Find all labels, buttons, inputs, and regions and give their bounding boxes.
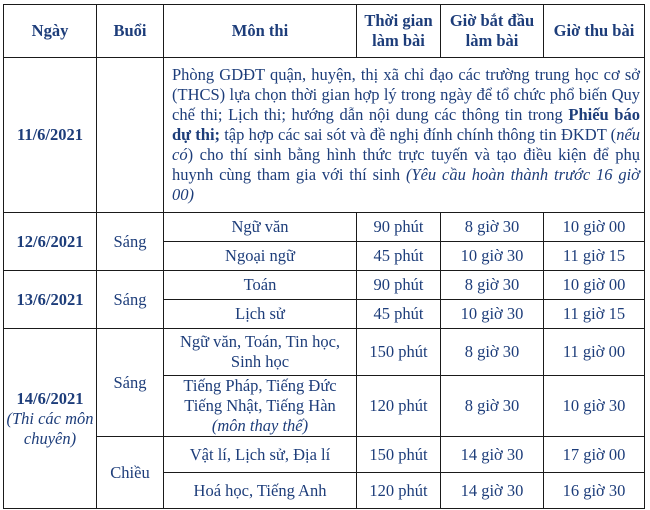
instruction-text: tập hợp các sai sót và đề nghị đính chính thông tin ĐKDT (: [220, 124, 617, 144]
session-cell: Sáng: [97, 329, 164, 437]
start-cell: 8 giờ 30: [441, 376, 544, 437]
table-row: [4, 437, 645, 473]
table-row: [4, 329, 645, 376]
header-start: Giờ bắt đầu làm bài: [441, 5, 544, 58]
header-session: Buổi: [97, 5, 164, 58]
end-cell: 10 giờ 00: [544, 271, 645, 300]
header-row: [4, 5, 645, 58]
subject-note: (môn thay thế): [211, 416, 309, 435]
date-text: 14/6/2021: [16, 388, 84, 408]
start-cell: 8 giờ 30: [441, 271, 544, 300]
subject-cell: Toán: [164, 271, 357, 300]
subject-cell: Ngoại ngữ: [164, 242, 357, 271]
end-cell: 10 giờ 30: [544, 376, 645, 437]
subject-cell: Hoá học, Tiếng Anh: [164, 473, 357, 509]
session-cell: Sáng: [97, 271, 164, 329]
start-cell: 10 giờ 30: [441, 242, 544, 271]
instruction-deadline: (Yêu cầu hoàn thành trước 16 giờ 00): [172, 164, 640, 204]
duration-cell: 45 phút: [357, 242, 441, 271]
table-row: [4, 271, 645, 300]
duration-cell: 120 phút: [357, 473, 441, 509]
duration-cell: 45 phút: [357, 300, 441, 329]
duration-cell: 150 phút: [357, 437, 441, 473]
instruction-bold: Phiếu báo dự thi;: [172, 104, 640, 144]
end-cell: 11 giờ 15: [544, 242, 645, 271]
header-subject: Môn thi: [164, 5, 357, 58]
instruction-cell: [164, 58, 645, 213]
date-cell: 12/6/2021: [4, 213, 97, 271]
instruction-text: ) cho thí sinh bằng hình thức trực tuyến và tạo điều kiện để phụ huynh cùng tham gia với thí sinh: [172, 144, 640, 184]
table-row: [4, 213, 645, 242]
subject-cell: Vật lí, Lịch sử, Địa lí: [164, 437, 357, 473]
duration-cell: 90 phút: [357, 271, 441, 300]
start-cell: 8 giờ 30: [441, 329, 544, 376]
start-cell: 8 giờ 30: [441, 213, 544, 242]
start-cell: 14 giờ 30: [441, 437, 544, 473]
end-cell: 11 giờ 15: [544, 300, 645, 329]
start-cell: 14 giờ 30: [441, 473, 544, 509]
end-cell: 16 giờ 30: [544, 473, 645, 509]
subject-cell: [164, 376, 357, 437]
end-cell: 10 giờ 00: [544, 213, 645, 242]
end-cell: 11 giờ 00: [544, 329, 645, 376]
subject-cell: Ngữ văn: [164, 213, 357, 242]
end-cell: 17 giờ 00: [544, 437, 645, 473]
header-duration: Thời gian làm bài: [357, 5, 441, 58]
date-cell: 13/6/2021: [4, 271, 97, 329]
session-cell: Chiều: [97, 437, 164, 509]
header-date: Ngày: [4, 5, 97, 58]
instruction-italic: nếu có: [172, 124, 641, 164]
date-cell: 11/6/2021: [4, 58, 97, 213]
instruction-text: Phòng GDĐT quận, huyện, thị xã chỉ đạo các trường trung học cơ sở (THCS) lựa chọn thời gian hợp lý trong ngày để tổ chức phổ biến Quy chế thi; Lịch thi; hướng dẫn nội dung các thông tin trong: [172, 64, 640, 124]
header-end: Giờ thu bài: [544, 5, 645, 58]
duration-cell: 90 phút: [357, 213, 441, 242]
duration-cell: 120 phút: [357, 376, 441, 437]
subject-cell: Lịch sử: [164, 300, 357, 329]
start-cell: 10 giờ 30: [441, 300, 544, 329]
date-cell: [4, 329, 97, 509]
duration-cell: 150 phút: [357, 329, 441, 376]
exam-schedule: [3, 4, 645, 509]
subject-cell: Ngữ văn, Toán, Tin học, Sinh học: [164, 329, 357, 376]
schedule-table: [3, 4, 645, 509]
table-row: [4, 58, 645, 213]
empty-session-cell: [97, 58, 164, 213]
session-cell: Sáng: [97, 213, 164, 271]
date-note: (Thi các môn chuyên): [6, 408, 94, 448]
subject-text: Tiếng Pháp, Tiếng Đức Tiếng Nhật, Tiếng Hàn: [183, 376, 337, 415]
